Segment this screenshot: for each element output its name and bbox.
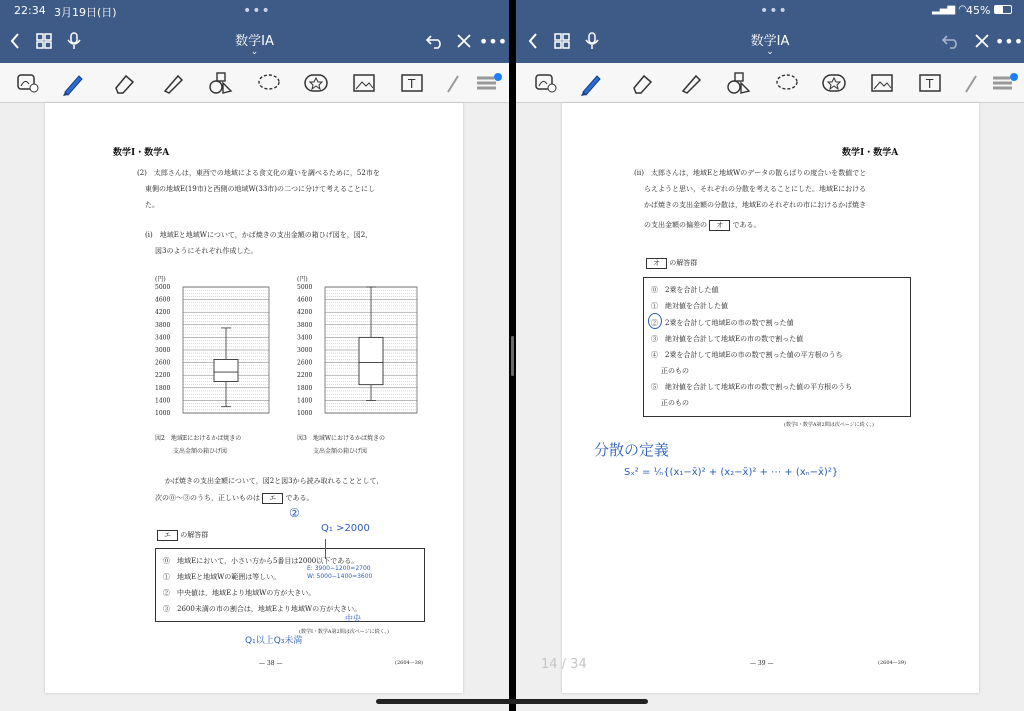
page-code: (2604—38) (395, 660, 423, 666)
answer-group-label (157, 527, 208, 543)
intro-text: かば焼きの支出金額の分散は，地域Eのそれぞれの市におけるかば焼き (644, 201, 867, 209)
answer-option: ⓪ 2乗を合計した値 (651, 286, 719, 294)
handwritten-note: 分散の定義 (594, 441, 670, 459)
page-number: — 38 — (259, 660, 283, 667)
group-label: の解答群 (669, 259, 698, 267)
highlighter-icon[interactable] (676, 69, 704, 97)
intro-text: 東側の地域E(19市)と西側の地域W(33市)の二つに分けて考えることにし (145, 185, 376, 193)
eraser-icon[interactable] (110, 69, 138, 97)
handwritten-note: 中央 (345, 614, 361, 623)
lasso-icon[interactable] (773, 69, 801, 97)
lasso-icon[interactable] (255, 69, 283, 97)
battery-icon (994, 5, 1012, 14)
question-text: 図3のようにそれぞれ作成した。 (155, 247, 258, 255)
answer-option: 正のもの (661, 367, 689, 375)
shapes-icon[interactable] (724, 69, 752, 97)
toolbar-settings-icon[interactable] (990, 69, 1018, 97)
page-header: 数学Ⅰ・数学A (842, 148, 899, 158)
y-tick-label: 1800 (297, 384, 313, 392)
y-tick-label: 3000 (155, 347, 171, 354)
text-box-icon[interactable] (916, 69, 944, 97)
left-document-page[interactable] (45, 103, 463, 693)
right-document-page[interactable] (562, 103, 979, 693)
status-time: 22:34 (14, 4, 46, 17)
eraser-icon[interactable] (628, 69, 656, 97)
axis-unit-label: (円) (155, 276, 166, 283)
battery-percent: 45% (966, 4, 991, 17)
handwritten-note: W: 5000−1400=3600 (307, 573, 373, 580)
answer-option: ⑤ 絶対値を合計して地域Eの市の数で割った値の平方根のうち (651, 383, 853, 391)
svg-text:T: T (926, 77, 934, 91)
y-tick-label: 4200 (155, 309, 171, 317)
y-tick-label: 4600 (297, 296, 313, 304)
question-text: かば焼きの支出金額について，図2と図3から読み取れることとして， (165, 477, 384, 485)
figure-caption: 図3 地域Wにおけるかば焼きの (297, 435, 385, 442)
right-tool-bar (516, 63, 1024, 103)
handwritten-circle (648, 313, 662, 329)
iqr-box (359, 337, 383, 384)
page-header: 数学Ⅰ・数学A (113, 148, 170, 158)
answer-box: エ (157, 530, 178, 541)
more-icon[interactable]: ••• (478, 31, 508, 51)
y-tick-label: 1000 (155, 410, 171, 417)
question-text (155, 490, 313, 506)
right-pane (516, 0, 1024, 711)
left-nav-bar (0, 0, 509, 63)
left-pane (0, 0, 509, 711)
intro-text: (2) 太郎さんは，東西での地域による食文化の違いを調べるために，52市を (137, 169, 380, 177)
close-icon[interactable] (972, 30, 992, 52)
answer-box: エ (262, 493, 283, 504)
continue-note: (数学Ⅰ・数学A第2問は次ページに続く。) (299, 629, 389, 635)
handwritten-formula: Sₓ² = ¹⁄ₙ{(x₁−x̄)² + (x₂−x̄)² + ⋯ + (xₙ−x̄)²} (624, 467, 839, 478)
laser-pointer-icon[interactable] (440, 69, 468, 97)
chevron-down-icon: ⌄ (250, 47, 259, 57)
page-indicator: 14 / 34 (541, 657, 587, 672)
sticker-icon[interactable] (820, 69, 848, 97)
title-text: 数学IA (750, 34, 790, 49)
lasso-zoom-icon[interactable] (14, 69, 42, 97)
svg-text:T: T (408, 77, 416, 91)
image-icon[interactable] (868, 69, 896, 97)
answer-box: オ (709, 220, 730, 231)
box-plot-w (295, 273, 425, 423)
undo-icon[interactable] (940, 30, 962, 52)
y-tick-label: 1000 (297, 410, 313, 417)
intro-text: (ii) 太郎さんは，地域Eと地域Wのデータの散らばりの度合いを数値でと (634, 169, 867, 177)
group-label: の解答群 (180, 531, 209, 539)
handwritten-note: Q₁以上Q₃未満 (245, 636, 303, 646)
question-text: (i) 地域Eと地域Wについて，かば焼きの支出金額の箱ひげ図を，図2， (145, 231, 373, 239)
left-tool-bar (0, 63, 509, 103)
figure-caption: 支出金額の箱ひげ図 (173, 448, 228, 455)
intro-text (644, 217, 760, 233)
answer-group-label (646, 255, 697, 271)
y-tick-label: 4600 (155, 296, 171, 304)
lasso-zoom-icon[interactable] (532, 69, 560, 97)
handwritten-arrow (325, 539, 327, 559)
image-icon[interactable] (350, 69, 378, 97)
y-tick-label: 3800 (297, 321, 313, 329)
text-box-icon[interactable] (398, 69, 426, 97)
multitask-dots[interactable]: ••• (243, 3, 271, 19)
y-tick-label: 5000 (155, 284, 171, 291)
handwritten-circle: ② (289, 506, 300, 520)
pen-icon[interactable] (58, 69, 86, 97)
y-tick-label: 4200 (297, 309, 313, 317)
undo-icon[interactable] (424, 30, 446, 52)
handwritten-note: E: 3900−1200=2700 (307, 565, 371, 572)
y-tick-label: 5000 (297, 284, 313, 291)
handwritten-note: Q₁ >2000 (321, 523, 370, 534)
question-text-part: である。 (285, 494, 314, 502)
page-code: (2604—39) (878, 660, 906, 666)
y-tick-label: 3000 (297, 347, 313, 354)
answer-option: ① 地域Eと地域Wの範囲は等しい。 (163, 573, 281, 581)
toolbar-settings-icon[interactable] (474, 69, 502, 97)
y-tick-label: 2600 (297, 359, 313, 367)
chevron-down-icon: ⌄ (766, 47, 774, 57)
more-icon[interactable]: ••• (994, 31, 1024, 51)
y-tick-label: 2200 (155, 372, 171, 380)
intro-text: らえようと思い，それぞれの分散を考えることにした。地域Eにおける (644, 185, 867, 193)
y-tick-label: 1400 (155, 397, 171, 405)
highlighter-icon[interactable] (158, 69, 186, 97)
answer-option: ④ 2乗を合計して地域Eの市の数で割った値の平方根のうち (651, 351, 843, 359)
status-date: 3月19日(日) (54, 6, 117, 19)
y-tick-label: 3400 (297, 334, 313, 342)
answer-options-box (643, 277, 911, 417)
answer-option: ② 2乗を合計して地域Eの市の数で割った値 (651, 319, 794, 327)
pen-icon[interactable] (576, 69, 604, 97)
figure-caption: 図2 地域Eにおけるかば焼きの (155, 435, 242, 442)
answer-option: ② 中央値は，地域Eより地域Wの方が大きい。 (163, 589, 316, 597)
shapes-icon[interactable] (206, 69, 234, 97)
answer-option: ① 絶対値を合計した値 (651, 302, 728, 310)
answer-option: 正のもの (661, 399, 689, 407)
y-tick-label: 1400 (297, 397, 313, 405)
y-tick-label: 3800 (155, 321, 171, 329)
y-tick-label: 1800 (155, 384, 171, 392)
intro-text: た。 (145, 201, 159, 209)
question-text-part: 次の⓪～③のうち，正しいものは (155, 494, 260, 502)
y-tick-label: 3400 (155, 334, 171, 342)
page-number: — 39 — (750, 660, 774, 667)
answer-box: オ (646, 258, 667, 269)
home-indicator[interactable] (376, 699, 648, 704)
y-tick-label: 2200 (297, 372, 313, 380)
answer-option: ③ 2600未満の市の割合は，地域Eより地域Wの方が大きい。 (163, 605, 362, 613)
signal-icon: ▂▄▆ ◠ (932, 4, 967, 15)
intro-text-part: である。 (732, 221, 761, 229)
answer-option: ⓪ 地域Eにおいて，小さい方から5番目は2000以下である。 (163, 557, 359, 565)
intro-text-part: の支出金額の偏差の (644, 221, 707, 229)
split-view-handle[interactable] (511, 336, 514, 376)
answer-option: ③ 絶対値を合計して地域Eの市の数で割った値 (651, 335, 804, 343)
title-text: 数学IA (235, 34, 274, 49)
iqr-box (214, 359, 238, 381)
multitask-dots[interactable]: ••• (760, 3, 788, 19)
right-nav-bar (516, 0, 1024, 63)
laser-pointer-icon[interactable] (958, 69, 986, 97)
y-tick-label: 2600 (155, 359, 171, 367)
close-icon[interactable] (454, 30, 474, 52)
continue-note: (数学Ⅰ・数学A第2問は次ページに続く。) (784, 422, 874, 428)
box-plot-e (153, 273, 277, 423)
axis-unit-label: (円) (297, 276, 308, 283)
figure-caption: 支出金額の箱ひげ図 (313, 448, 368, 455)
sticker-icon[interactable] (302, 69, 330, 97)
